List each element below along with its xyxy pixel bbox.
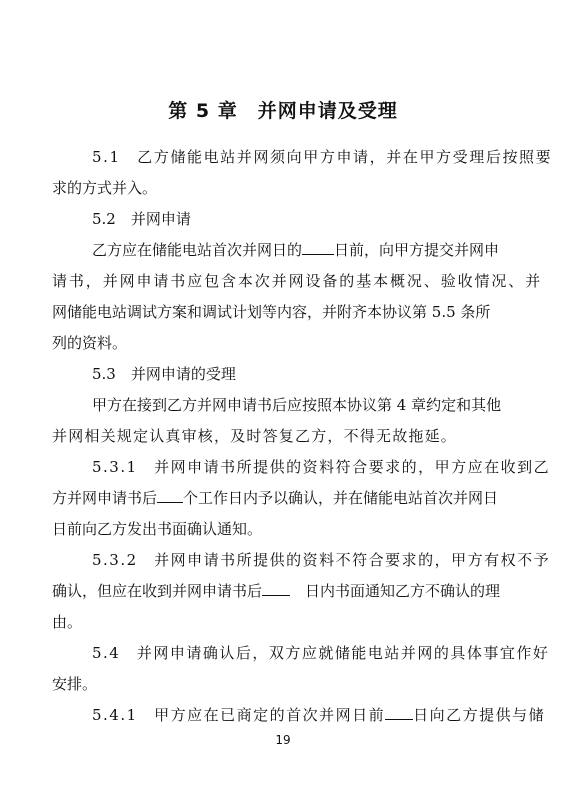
text-segment: 确认，但应在收到并网申请书后 bbox=[52, 582, 263, 600]
text-segment: 日向乙方提供与储 bbox=[413, 706, 546, 724]
paragraph-line-with-blank bbox=[52, 581, 500, 601]
paragraph-line-with-blank bbox=[52, 488, 498, 508]
text-segment: 日内书面通知乙方不确认的理 bbox=[305, 582, 501, 600]
paragraph-line-with-blank bbox=[92, 705, 545, 725]
paragraph-line: 5.3.2 并网申请书所提供的资料不符合要求的，甲方有权不予 bbox=[92, 551, 551, 569]
paragraph-line: 5.4 并网申请确认后，双方应就储能电站并网的具体事宜作好 bbox=[92, 644, 550, 662]
paragraph-line: 5.3.1 并网申请书所提供的资料符合要求的，甲方应在收到乙 bbox=[92, 458, 551, 476]
fill-in-blank bbox=[302, 240, 334, 255]
paragraph-line: 5.1 乙方储能电站并网须向甲方申请，并在甲方受理后按照要 bbox=[92, 148, 553, 166]
paragraph-line: 日前向乙方发出书面确认通知。 bbox=[52, 520, 263, 538]
text-segment: 方并网申请书后 bbox=[52, 489, 158, 507]
section-heading: 5.2 并网申请 bbox=[92, 210, 191, 228]
text-segment: 个工作日内予以确认，并在储能电站首次并网日 bbox=[183, 489, 499, 507]
paragraph-line: 网储能电站调试方案和调试计划等内容，并附齐本协议第 5.5 条所 bbox=[52, 303, 491, 321]
page-number: 19 bbox=[275, 733, 291, 747]
section-heading: 5.3 并网申请的受理 bbox=[92, 365, 236, 383]
fill-in-blank bbox=[262, 581, 290, 596]
paragraph-line: 请书，并网申请书应包含本次并网设备的基本概况、验收情况、并 bbox=[52, 272, 543, 290]
paragraph-line: 安排。 bbox=[52, 675, 98, 693]
chapter-title: 第 5 章 并网申请及受理 bbox=[168, 100, 398, 122]
text-segment: 5.4.1 甲方应在已商定的首次并网日前 bbox=[92, 706, 386, 724]
fill-in-blank bbox=[385, 705, 413, 720]
fill-in-blank bbox=[157, 488, 183, 503]
paragraph-line-with-blank bbox=[92, 240, 499, 260]
text-segment: 乙方应在储能电站首次并网日的 bbox=[92, 241, 303, 259]
paragraph-line: 列的资料。 bbox=[52, 334, 128, 352]
text-segment: 日前，向甲方提交并网申 bbox=[334, 241, 500, 259]
paragraph-line: 甲方在接到乙方并网申请书后应按照本协议第 4 章约定和其他 bbox=[92, 396, 502, 414]
paragraph-line: 由。 bbox=[52, 613, 83, 631]
paragraph-line: 并网相关规定认真审核，及时答复乙方，不得无故拖延。 bbox=[52, 427, 458, 445]
paragraph-line: 求的方式并入。 bbox=[52, 179, 158, 197]
